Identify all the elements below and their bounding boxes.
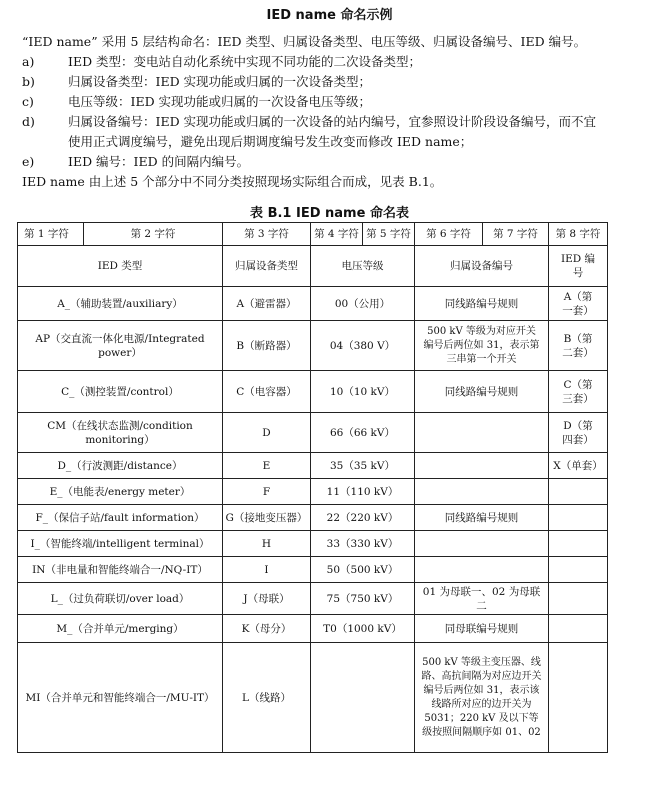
table-row [18, 287, 608, 321]
table-title: 表 B.1 IED name 命名表 [250, 206, 409, 221]
cell-device-number: 500 kV 等级为对应开关编号后两位如 31，表示第三串第一个开关 [415, 321, 549, 371]
cell-ied-number [549, 531, 608, 557]
table-row [18, 453, 608, 479]
cell-ied-number: C（第三套） [549, 371, 608, 413]
cell-device-type: D [223, 413, 311, 453]
list-item-text: IED 类型：变电站自动化系统中实现不同功能的二次设备类型； [68, 54, 422, 69]
cell-voltage: 22（220 kV） [311, 505, 415, 531]
cell-ied-type: D_（行波测距/distance） [18, 453, 223, 479]
cell-voltage: 75（750 kV） [311, 583, 415, 615]
list-item [22, 92, 622, 112]
cell-ied-type: F_（保信子站/fault information） [18, 505, 223, 531]
char-header: 第 7 字符 [483, 223, 549, 246]
list-item-text: 归属设备编号：IED 实现功能或归属的一次设备的站内编号，宜参照设计阶段设备编号，而不宜使用正式调度编号，避免出现后期调度编号发生改变而修改 IED name； [68, 114, 597, 149]
cell-voltage: T0（1000 kV） [311, 615, 415, 643]
list-item-text: 电压等级：IED 实现功能或归属的一次设备电压等级； [68, 94, 372, 109]
table-row [18, 479, 608, 505]
cell-ied-number: X（单套） [549, 453, 608, 479]
cell-ied-number [549, 505, 608, 531]
list-item [22, 152, 622, 172]
cell-ied-number [549, 643, 608, 753]
cell-ied-type: AP（交直流一体化电源/Integrated power） [18, 321, 223, 371]
cell-device-type: J（母联） [223, 583, 311, 615]
cell-ied-number: A（第一套） [549, 287, 608, 321]
list-item [22, 52, 622, 72]
cell-voltage: 33（330 kV） [311, 531, 415, 557]
list-item-text: 归属设备类型：IED 实现功能或归属的一次设备类型； [68, 74, 372, 89]
cell-ied-type: MI（合并单元和智能终端合一/MU-IT） [18, 643, 223, 753]
cell-ied-type: IN（非电量和智能终端合一/NQ-IT） [18, 557, 223, 583]
table-row [18, 505, 608, 531]
cell-device-number [415, 557, 549, 583]
cell-ied-number [549, 615, 608, 643]
cell-ied-type: E_（电能表/energy meter） [18, 479, 223, 505]
cell-device-type: K（母分） [223, 615, 311, 643]
list-item [22, 72, 622, 92]
group-header: 电压等级 [311, 246, 415, 287]
char-header: 第 2 字符 [84, 223, 223, 246]
list-item-label: b) [22, 74, 35, 89]
char-header: 第 3 字符 [223, 223, 311, 246]
cell-device-number [415, 531, 549, 557]
cell-ied-type: CM（在线状态监测/condition monitoring） [18, 413, 223, 453]
cell-device-number: 同线路编号规则 [415, 505, 549, 531]
char-header: 第 8 字符 [549, 223, 608, 246]
cell-device-type: A（避雷器） [223, 287, 311, 321]
ied-name-table [17, 222, 608, 753]
cell-ied-type: M_（合并单元/merging） [18, 615, 223, 643]
cell-voltage: 35（35 kV） [311, 453, 415, 479]
page-heading: IED name 命名示例 [266, 8, 393, 23]
group-header-row [18, 246, 608, 287]
cell-voltage: 04（380 V） [311, 321, 415, 371]
cell-device-number: 同线路编号规则 [415, 371, 549, 413]
cell-voltage: 00（公用） [311, 287, 415, 321]
cell-ied-number: B（第二套） [549, 321, 608, 371]
char-header-row [18, 223, 608, 246]
cell-device-number: 同母联编号规则 [415, 615, 549, 643]
cell-device-number [415, 413, 549, 453]
group-header: 归属设备类型 [223, 246, 311, 287]
cell-device-number: 同线路编号规则 [415, 287, 549, 321]
cell-ied-number: D（第四套） [549, 413, 608, 453]
list-item [22, 112, 622, 152]
table-row [18, 615, 608, 643]
cell-voltage: 50（500 kV） [311, 557, 415, 583]
cell-device-type: L（线路） [223, 643, 311, 753]
cell-voltage: 66（66 kV） [311, 413, 415, 453]
cell-ied-type: I_（智能终端/intelligent terminal） [18, 531, 223, 557]
cell-device-type: I [223, 557, 311, 583]
cell-voltage: 10（10 kV） [311, 371, 415, 413]
char-header: 第 6 字符 [415, 223, 483, 246]
cell-ied-number [549, 479, 608, 505]
char-header: 第 5 字符 [363, 223, 415, 246]
cell-device-type: C（电容器） [223, 371, 311, 413]
list-item-label: e) [22, 154, 35, 169]
closing-paragraph: IED name 由上述 5 个部分中不同分类按照现场实际组合而成，见表 B.1。 [22, 174, 443, 189]
table-row [18, 321, 608, 371]
intro-paragraph: “IED name” 采用 5 层结构命名：IED 类型、归属设备类型、电压等级、归属设备编号、IED 编号。 [22, 34, 587, 49]
char-header: 第 1 字符 [18, 223, 84, 246]
cell-device-type: F [223, 479, 311, 505]
list-item-text: IED 编号：IED 的间隔内编号。 [68, 154, 250, 169]
list-item-label: d) [22, 114, 35, 129]
table-row [18, 413, 608, 453]
group-header: IED 类型 [18, 246, 223, 287]
char-header: 第 4 字符 [311, 223, 363, 246]
table-row [18, 531, 608, 557]
cell-device-type: H [223, 531, 311, 557]
table-row [18, 643, 608, 753]
list-item-label: a) [22, 54, 35, 69]
cell-ied-type: C_（测控装置/control） [18, 371, 223, 413]
cell-ied-type: A_（辅助装置/auxiliary） [18, 287, 223, 321]
table-row [18, 557, 608, 583]
cell-ied-type: L_（过负荷联切/over load） [18, 583, 223, 615]
table-row [18, 371, 608, 413]
cell-ied-number [549, 557, 608, 583]
cell-ied-number [549, 583, 608, 615]
cell-device-number: 01 为母联一、02 为母联二 [415, 583, 549, 615]
cell-device-number: 500 kV 等级主变压器、线路、高抗间隔为对应边开关编号后两位如 31，表示该线路所对应的边开关为 5031；220 kV 及以下等级按照间隔顺序如 01、02 [415, 643, 549, 753]
cell-device-number [415, 479, 549, 505]
cell-device-type: B（断路器） [223, 321, 311, 371]
cell-voltage: 11（110 kV） [311, 479, 415, 505]
group-header: IED 编号 [549, 246, 608, 287]
cell-device-type: G（接地变压器） [223, 505, 311, 531]
cell-voltage [311, 643, 415, 753]
table-row [18, 583, 608, 615]
cell-device-type: E [223, 453, 311, 479]
list-item-label: c) [22, 94, 34, 109]
group-header: 归属设备编号 [415, 246, 549, 287]
cell-device-number [415, 453, 549, 479]
